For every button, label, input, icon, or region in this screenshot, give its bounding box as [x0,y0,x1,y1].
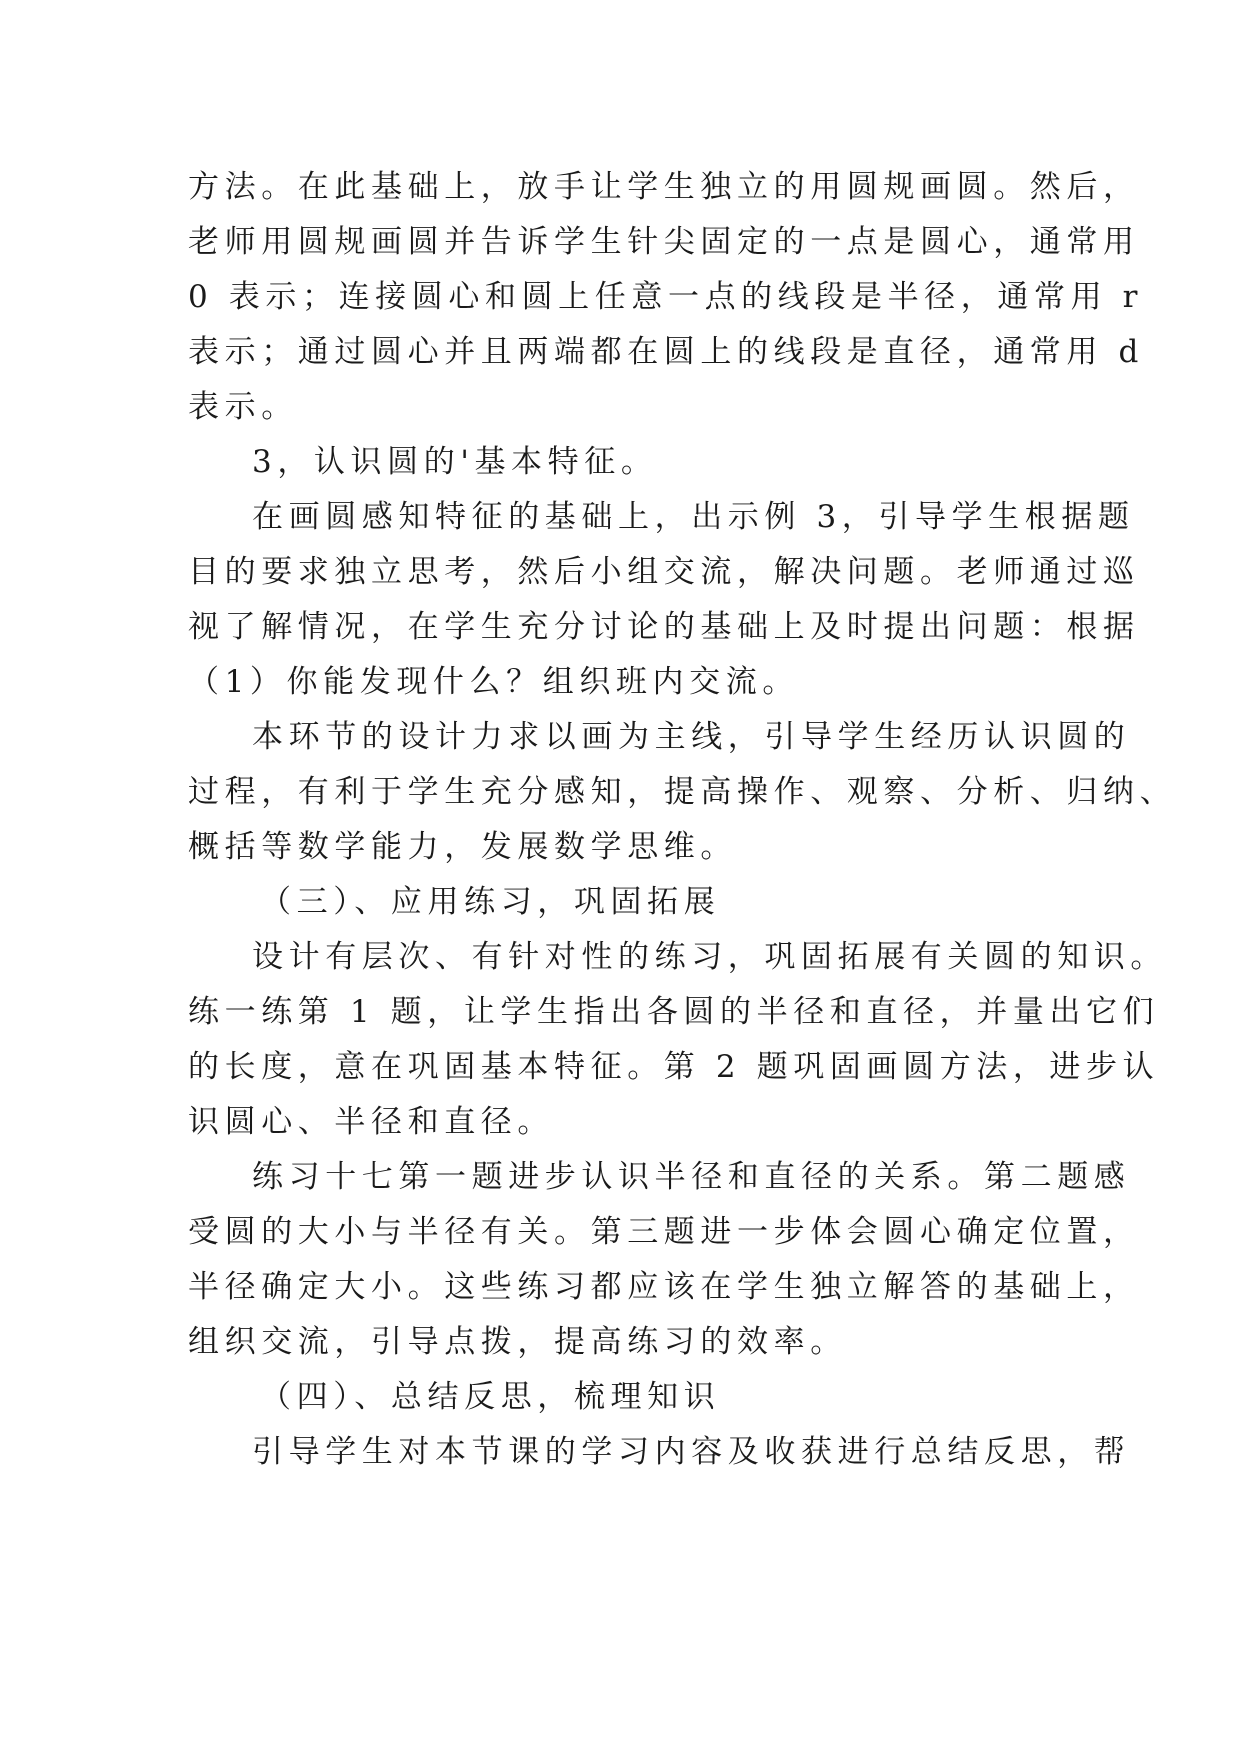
paragraph [188,160,1144,435]
text-line: 目的要求独立思考，然后小组交流，解决问题。老师通过巡 [188,554,1140,590]
section-heading [188,875,1054,930]
text-line: 的长度，意在巩固基本特征。第 2 题巩固画圆方法，进步认 [188,1049,1160,1085]
text-line: 设计有层次、有针对性的练习，巩固拓展有关圆的知识。 [252,939,1167,975]
text-line: （1）你能发现什么？组织班内交流。 [188,664,799,700]
section-heading [188,1370,1054,1425]
text-line: 表示；通过圆心并且两端都在圆上的线段是直径，通常用 d [188,334,1144,370]
text-line: 概括等数学能力，发展数学思维。 [188,829,737,865]
text-line: 练一练第 1 题，让学生指出各圆的半径和直径，并量出它们 [188,994,1160,1030]
heading-text: （三）、应用练习，巩固拓展 [260,884,721,920]
document-page [188,160,1177,1480]
text-line: 练习十七第一题进步认识半径和直径的关系。第二题感 [252,1159,1131,1195]
paragraph [188,1425,1131,1480]
paragraph [188,1150,1140,1370]
text-line: 过程，有利于学生充分感知，提高操作、观察、分析、归纳、 [188,774,1177,810]
text-line: 3，认识圆的'基本特征。 [252,444,658,480]
text-line: 表示。 [188,389,298,425]
text-line: 视了解情况，在学生充分讨论的基础上及时提出问题：根据 [188,609,1140,645]
text-line: 本环节的设计力求以画为主线，引导学生经历认识圆的 [252,719,1131,755]
text-line: 受圆的大小与半径有关。第三题进一步体会圆心确定位置， [188,1214,1140,1250]
paragraph [188,490,1140,710]
text-line: 组织交流，引导点拨，提高练习的效率。 [188,1324,847,1360]
text-line: 识圆心、半径和直径。 [188,1104,554,1140]
paragraph [188,710,1177,875]
paragraph [188,930,1167,1150]
text-line: 半径确定大小。这些练习都应该在学生独立解答的基础上， [188,1269,1140,1305]
paragraph [188,435,1054,490]
text-line: 老师用圆规画圆并告诉学生针尖固定的一点是圆心，通常用 [188,224,1140,260]
text-line: 引导学生对本节课的学习内容及收获进行总结反思，帮 [252,1434,1131,1470]
text-line: 方法。在此基础上，放手让学生独立的用圆规画圆。然后， [188,169,1140,205]
text-line: 0 表示；连接圆心和圆上任意一点的线段是半径，通常用 r [188,279,1144,315]
heading-text: （四）、总结反思，梳理知识 [260,1379,721,1415]
text-line: 在画圆感知特征的基础上，出示例 3，引导学生根据题 [252,499,1135,535]
